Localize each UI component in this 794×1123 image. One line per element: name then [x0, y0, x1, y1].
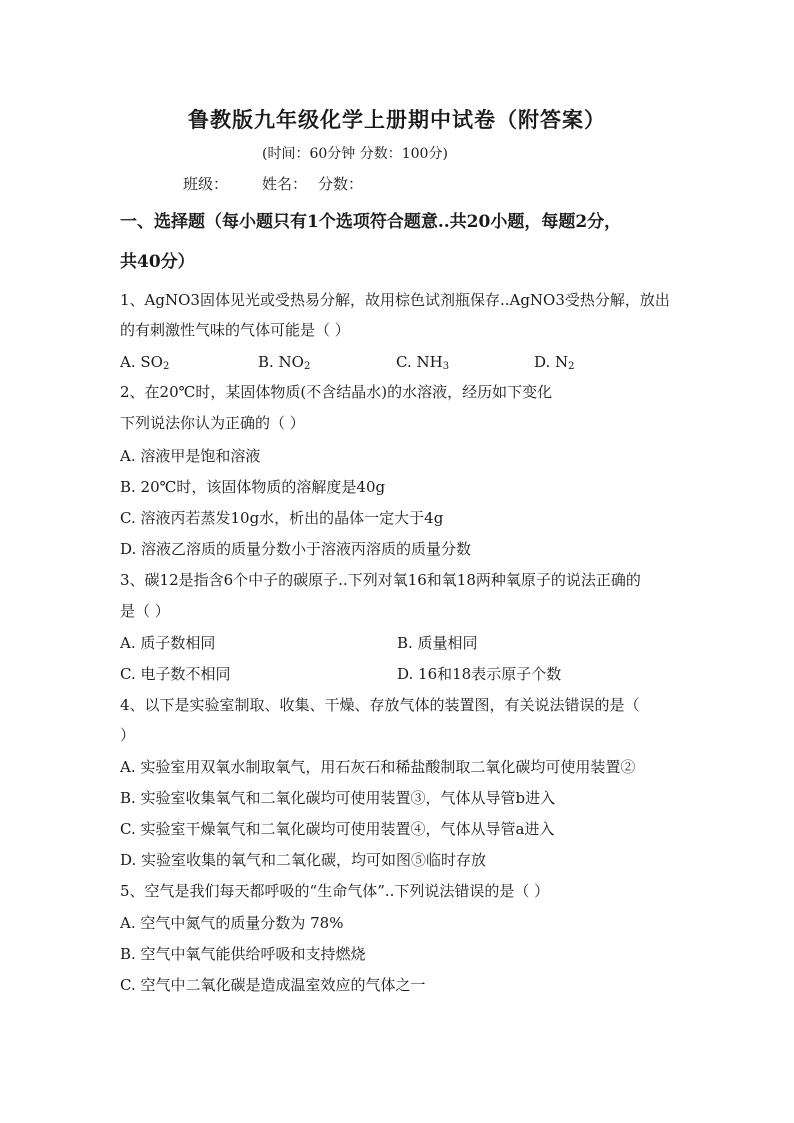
score-label: 分数： [318, 175, 364, 193]
q3-option-b: B. 质量相同 [397, 634, 478, 652]
section-heading-cont: 共40分） [120, 252, 195, 272]
q2-option-d: D. 溶液乙溶质的质量分数小于溶液丙溶质的质量分数 [120, 540, 472, 558]
q2-option-a: A. 溶液甲是饱和溶液 [120, 447, 261, 465]
question-1-line-2: 的有刺激性气味的气体可能是（ ） [120, 321, 350, 339]
question-2-line-1: 2、在20℃时，某固体物质(不含结晶水)的水溶液，经历如下变化 [120, 383, 553, 401]
q3-option-a: A. 质子数相同 [120, 634, 216, 652]
q4-option-d: D. 实验室收集的氧气和二氧化碳，均可如图⑤临时存放 [120, 851, 487, 869]
q2-option-c: C. 溶液丙若蒸发10g水，析出的晶体一定大于4g [120, 509, 444, 527]
question-4-line-2: ） [120, 726, 136, 744]
q3-option-c: C. 电子数不相同 [120, 665, 231, 683]
q5-option-c: C. 空气中二氧化碳是造成温室效应的气体之一 [120, 976, 426, 994]
q3-option-d: D. 16和18表示原子个数 [397, 665, 562, 683]
question-5-line-1: 5、空气是我们每天都呼吸的“生命气体”..下列说法错误的是（ ） [120, 882, 550, 900]
question-1-line-1: 1、AgNO3固体见光或受热易分解，故用棕色试剂瓶保存..AgNO3受热分解，放出 [120, 291, 670, 309]
class-label: 班级： [183, 175, 229, 193]
question-3-line-1: 3、碳12是指含6个中子的碳原子..下列对氧16和氧18两种氧原子的说法正确的 [120, 571, 641, 589]
q1-option-d: D. $N_2$ [534, 353, 575, 372]
page-title: 鲁教版九年级化学上册期中试卷（附答案） [188, 107, 606, 132]
q1-option-b: B. $NO_2$ [258, 353, 311, 372]
question-2-line-2: 下列说法你认为正确的（ ） [120, 414, 305, 432]
q1-option-c: C. $NH_3$ [396, 353, 450, 372]
q4-option-c: C. 实验室干燥氧气和二氧化碳均可使用装置④，气体从导管a进入 [120, 820, 555, 838]
q2-option-b: B. 20℃时，该固体物质的溶解度是40g [120, 478, 386, 496]
q5-option-b: B. 空气中氧气能供给呼吸和支持燃烧 [120, 945, 366, 963]
q1-option-a: A. $SO_2$ [120, 353, 170, 372]
question-4-line-1: 4、以下是实验室制取、收集、干燥、存放气体的装置图，有关说法错误的是（ [120, 696, 640, 714]
question-3-line-2: 是（ ） [120, 602, 170, 620]
q4-option-a: A. 实验室用双氧水制取氧气，用石灰石和稀盐酸制取二氧化碳均可使用装置② [120, 758, 636, 776]
time-score-info: (时间：60分钟 分数：100分) [262, 146, 448, 162]
q5-option-a: A. 空气中氮气的质量分数为 78% [120, 914, 344, 932]
q4-option-b: B. 实验室收集氧气和二氧化碳均可使用装置③，气体从导管b进入 [120, 789, 556, 807]
name-label: 姓名： [262, 175, 308, 193]
section-heading: 一、选择题（每小题只有1个选项符合题意..共20小题，每题2分， [120, 212, 622, 232]
